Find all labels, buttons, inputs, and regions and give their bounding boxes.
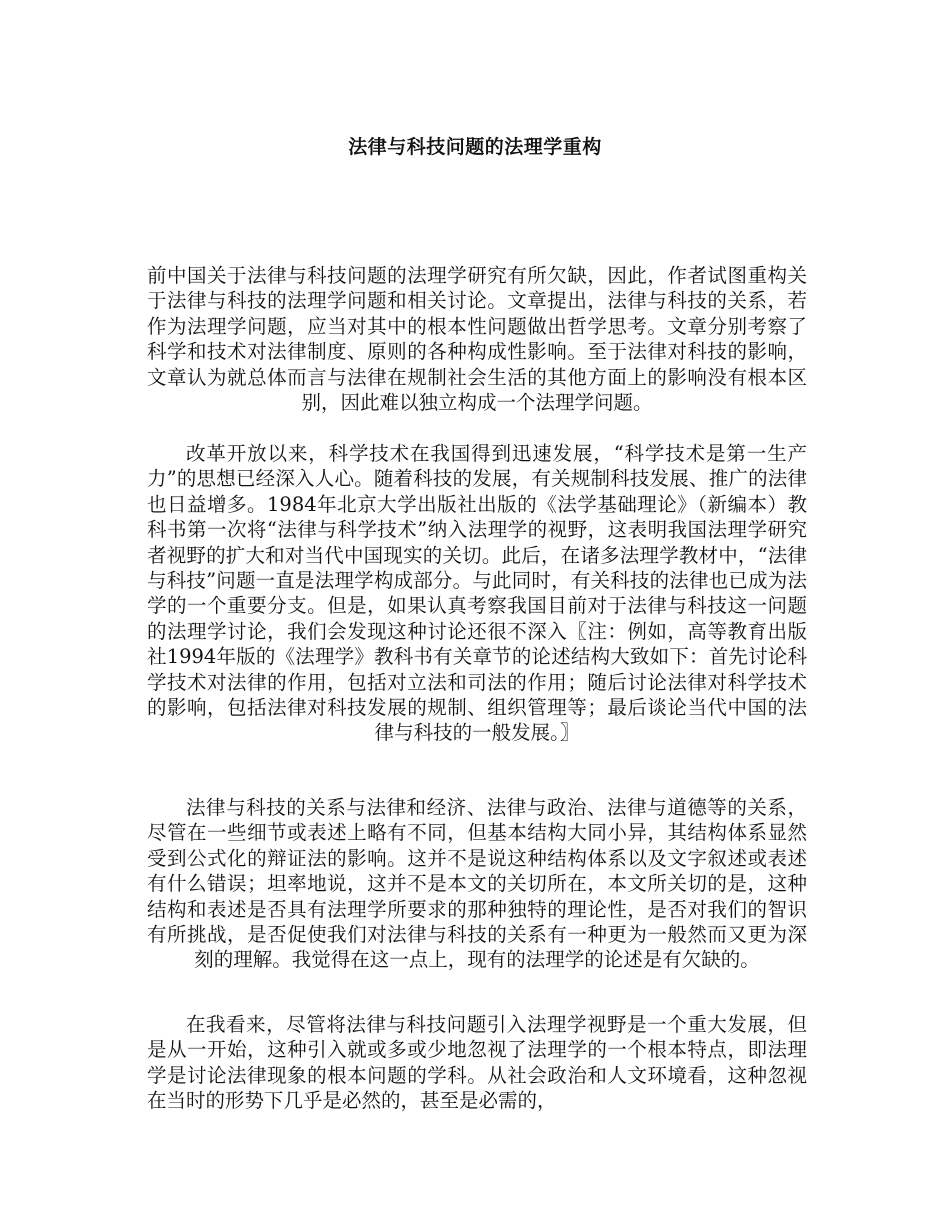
- document-title: 法律与科技问题的法理学重构: [348, 136, 602, 158]
- abstract-paragraph: 前中国关于法律与科技问题的法理学研究有所欠缺，因此，作者试图重构关于法律与科技的法理学问题和相关讨论。文章提出，法律与科技的关系，若作为法理学问题，应当对其中的根本性问题做出哲学思考。文章分别考察了科学和技术对法律制度、原则的各种构成性影响。至于法律对科技的影响，文章认为就总体而言与法律在规制社会生活的其他方面上的影响没有根本区别，因此难以独立构成一个法理学问题。: [147, 264, 807, 415]
- body-paragraph-3: 在我看来，尽管将法律与科技问题引入法理学视野是一个重大发展，但是从一开始，这种引入就或多或少地忽视了法理学的一个根本特点，即法理学是讨论法律现象的根本问题的学科。从社会政治和人文环境看，这种忽视在当时的形势下几乎是必然的，甚至是必需的，: [147, 1013, 807, 1113]
- body-paragraph-2: 法律与科技的关系与法律和经济、法律与政治、法律与道德等的关系，尽管在一些细节或表述上略有不同，但基本结构大同小异，其结构体系显然受到公式化的辩证法的影响。这并不是说这种结构体系以及文字叙述或表述有什么错误；坦率地说，这并不是本文的关切所在，本文所关切的是，这种结构和表述是否具有法理学所要求的那种独特的理论性，是否对我们的智识有所挑战，是否促使我们对法律与科技的关系有一种更为一般然而又更为深刻的理解。我觉得在这一点上，现有的法理学的论述是有欠缺的。: [147, 796, 807, 972]
- body-paragraph-1: 改革开放以来，科学技术在我国得到迅速发展，“科学技术是第一生产力”的思想已经深入人心。随着科技的发展，有关规制科技发展、推广的法律也日益增多。1984年北京大学出版社出版的《法学基础理论》（新编本）教科书第一次将“法律与科学技术”纳入法理学的视野，这表明我国法理学研究者视野的扩大和对当代中国现实的关切。此后，在诸多法理学教材中，“法律与科技”问题一直是法理学构成部分。与此同时，有关科技的法律也已成为法学的一个重要分支。但是，如果认真考察我国目前对于法律与科技这一问题的法理学讨论，我们会发现这种讨论还很不深入〖注：例如，高等教育出版社1994年版的《法理学》教科书有关章节的论述结构大致如下：首先讨论科学技术对法律的作用，包括对立法和司法的作用；随后讨论法律对科学技术的影响，包括法律对科技发展的规制、组织管理等；最后谈论当代中国的法律与科技的一般发展。〗: [147, 442, 807, 745]
